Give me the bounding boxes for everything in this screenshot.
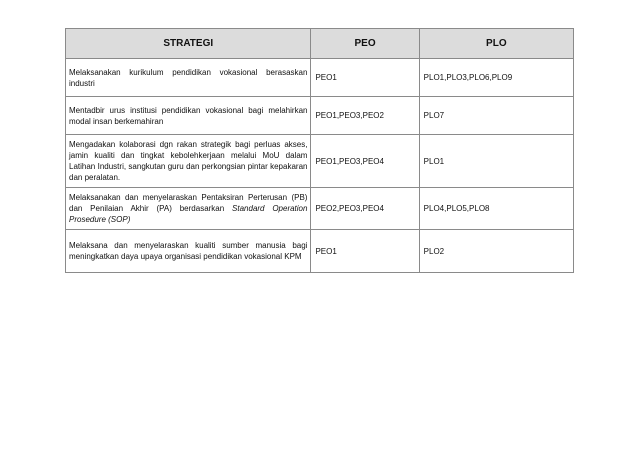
strategi-italic-text: Standard Operation Prosedure (SOP)	[69, 204, 308, 224]
strategi-text: Mengadakan kolaborasi dgn rakan strategik bagi perluas akses, jamin kualiti dan tingkat kebolehkerjaan melalui MoU dalam Latihan Industri, sangkutan guru dan perkongsian pintar kepakaran dan peralatan.	[69, 140, 308, 182]
table-row	[66, 230, 574, 273]
plo-cell: PLO4,PLO5,PLO8	[419, 188, 573, 230]
header-row	[66, 29, 574, 59]
strategi-cell	[66, 188, 311, 230]
table-row	[66, 135, 574, 188]
table-header	[66, 29, 574, 59]
peo-cell: PEO1,PEO3,PEO4	[311, 135, 419, 188]
strategi-text: Mentadbir urus institusi pendidikan vokasional bagi melahirkan modal insan berkemahiran	[69, 105, 308, 126]
strategi-text: Melaksanakan kurikulum pendidikan vokasional berasaskan industri	[69, 67, 308, 88]
strategi-text: Melaksanakan dan menyelaraskan Pentaksiran Perterusan (PB) dan Penilaian Akhir (PA) berdasarkan	[69, 193, 308, 213]
table-row	[66, 59, 574, 97]
strategy-table	[65, 28, 574, 273]
header-peo: PEO	[311, 29, 419, 59]
strategi-text: Melaksana dan menyelaraskan kualiti sumber manusia bagi meningkatkan daya upaya organisasi pendidikan vokasional KPM	[69, 241, 308, 261]
plo-cell: PLO1,PLO3,PLO6,PLO9	[419, 59, 573, 97]
header-plo: PLO	[419, 29, 573, 59]
table-row	[66, 97, 574, 135]
header-strategi: STRATEGI	[66, 29, 311, 59]
strategi-cell	[66, 135, 311, 188]
plo-cell: PLO1	[419, 135, 573, 188]
peo-cell: PEO1	[311, 230, 419, 273]
plo-cell: PLO2	[419, 230, 573, 273]
peo-cell: PEO2,PEO3,PEO4	[311, 188, 419, 230]
table-body	[66, 59, 574, 273]
table-row	[66, 188, 574, 230]
strategi-cell	[66, 97, 311, 135]
peo-cell: PEO1,PEO3,PEO2	[311, 97, 419, 135]
peo-cell: PEO1	[311, 59, 419, 97]
strategi-cell	[66, 59, 311, 97]
plo-cell: PLO7	[419, 97, 573, 135]
strategi-cell	[66, 230, 311, 273]
